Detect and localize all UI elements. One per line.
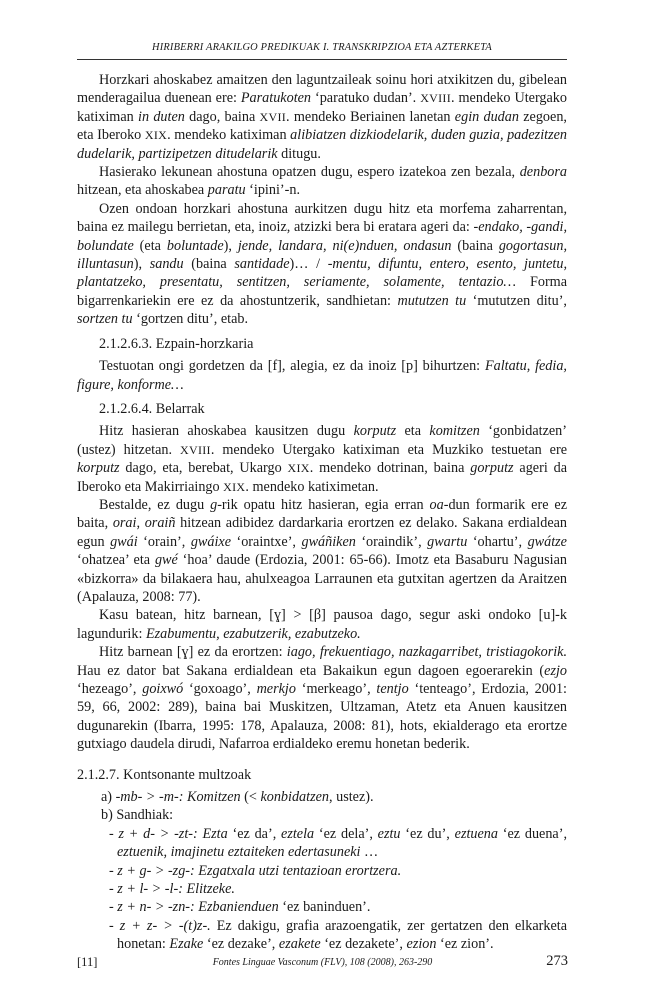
text: (baina xyxy=(183,256,235,273)
example-word: z + l- > -l-: Elitzeke. xyxy=(117,881,235,898)
example-word: paratu xyxy=(207,182,246,199)
text: ‘paratuko dudan’. xyxy=(311,90,421,107)
text: dago, baina xyxy=(184,108,260,125)
text: a) xyxy=(101,789,116,806)
example-word: Paratukoten xyxy=(240,90,312,107)
example-word: ezjo xyxy=(544,662,567,679)
sandhi-item-5 xyxy=(77,917,567,954)
footer-citation: Fontes Linguae Vasconum (FLV), 108 (2008), 263-290 xyxy=(212,957,433,968)
example-word: orai xyxy=(112,515,137,532)
century-numeral: XVIII xyxy=(180,442,211,457)
example-word: z + d- > -zt-: Ezta xyxy=(118,825,228,842)
text: Hau ez dator bat Sakana erdialdean eta Bakaikun egun dagoen egoerarekin ( xyxy=(77,662,545,679)
footer-bracket-number: [11] xyxy=(77,955,98,969)
text: ‘hoa’ daude (Erdozia, 2001: 65-66). Imotz eta Basaburu Nagusian «bizkorra» da bilakaera hau, ahulxeagoa Larraunen eta gutxitan agertzen da Araitzen (Apalauza, 2008: 77). xyxy=(77,552,567,605)
text: ‘ez dela’, xyxy=(314,825,378,842)
century-numeral: XVIII xyxy=(420,91,452,106)
example-word: tentjo xyxy=(376,681,409,697)
text: ‘mututzen ditu’, xyxy=(466,292,567,309)
text: Bestalde, ez dugu xyxy=(99,496,211,513)
section-heading-2-1-2-6-3: 2.1.2.6.3. Ezpain-horzkaria xyxy=(99,335,254,352)
text: (baina xyxy=(451,237,499,254)
text: ‘tenteago’, Erdozia, 2001: 59, 66, 2002: 289), baina bai Muskitzen, Ultzaman, Atetz eta Anuen kausitzen dugunarekin (Ibarra, 1995: 178, Apalauza, 2008: 81), hots, ekialderago eta erortze gutxiago daudela dirudi, Nafarroa erdialdeko eremu honetan bederik. xyxy=(77,681,567,753)
example-word: merkjo xyxy=(256,681,296,697)
example-word: gogortasun, illuntasun xyxy=(77,237,568,273)
example-word: eztu xyxy=(377,825,401,842)
example-word: iago, frekuentiago, nazkagarribet, tristiagokorik. xyxy=(286,644,567,661)
text: - xyxy=(109,899,118,916)
example-word: g xyxy=(210,496,218,513)
text: ‘ez da’, xyxy=(227,825,282,842)
example-word: gwátze xyxy=(527,533,567,550)
example-word: gwáñiken xyxy=(301,533,356,550)
section-heading-2-1-2-6-4: 2.1.2.6.4. Belarrak xyxy=(99,400,205,417)
text: ‘gortzen ditu’, etab. xyxy=(132,311,249,328)
example-word: ezion xyxy=(406,936,437,953)
text: ‘ez dezakete’, xyxy=(320,936,407,953)
text: ), xyxy=(223,237,238,254)
example-word: mututzen tu xyxy=(397,292,467,309)
text: Hitz barnean [ɣ] ez da erortzen: xyxy=(99,644,287,661)
text: ‘ez baninduen’. xyxy=(278,899,371,916)
sandhi-item-2 xyxy=(77,862,567,880)
text: ‘oraintxe’, xyxy=(231,533,302,550)
example-word: -endako, -gandi, bolundate xyxy=(77,219,567,254)
paragraph-6 xyxy=(77,496,567,606)
example-word: z + z- > -(t)z-. xyxy=(119,917,211,934)
text: ‘ez dezake’, xyxy=(203,936,279,953)
example-word: eztuenik, imajinetu eztaiteken edertasuneki xyxy=(117,844,361,861)
example-word: denbora xyxy=(519,164,567,181)
example-word: sortzen tu xyxy=(77,311,133,328)
text: Kasu batean, hitz barnean, [ɣ] > [β] pausoa dago, segur aski ondoko [u]-k lagundurik: xyxy=(77,607,567,642)
text: . mendeko Utergako katiximan eta Muzkiko testuetan ere xyxy=(210,441,568,458)
paragraph-5 xyxy=(77,422,567,496)
example-word: komitzen xyxy=(429,423,480,440)
example-word: santidade xyxy=(234,256,290,273)
example-word: gwáixe xyxy=(190,533,231,550)
text: Testuotan ongi gordetzen da [f], alegia, ez da inoiz [p] bihurtzen: xyxy=(99,358,485,375)
text: ‘ohatzea’ eta xyxy=(77,552,155,569)
text: zegoen, eta Iberoko xyxy=(77,108,567,144)
text: ditugu. xyxy=(277,145,321,162)
list-item-b: b) Sandhiak: xyxy=(101,807,174,824)
text: . mendeko dotrinan, baina xyxy=(309,460,471,477)
century-numeral: XIX xyxy=(287,461,310,476)
text: ‘ez duena’, xyxy=(497,825,567,842)
running-header: HIRIBERRI ARAKILGO PREDIKUAK I. TRANSKRIPZIOA ETA AZTERKETA xyxy=(152,42,492,53)
example-word: gwartu xyxy=(427,533,468,550)
paragraph-3 xyxy=(77,200,567,329)
text: ‘ipini’-n. xyxy=(245,182,300,199)
text: )… / xyxy=(289,256,328,273)
list-item-a xyxy=(77,788,567,806)
paragraph-1 xyxy=(77,71,567,163)
text: -rik opatu hitz hasieran, egia erran xyxy=(217,496,430,513)
example-word: sandu xyxy=(149,256,184,273)
text: -dun formarik ere ez baita, xyxy=(77,496,568,532)
text: - xyxy=(109,917,120,934)
text: … xyxy=(360,844,379,861)
text: - xyxy=(109,881,118,898)
example-word: korputz xyxy=(353,423,397,440)
example-word: boluntade xyxy=(166,237,224,254)
text: ‘ez du’, xyxy=(400,825,455,842)
example-word: gorputz xyxy=(470,460,514,477)
text: ageri da Iberoko eta Makirriaingo xyxy=(77,460,567,495)
paragraph-7 xyxy=(77,606,567,643)
example-word: oa xyxy=(429,496,444,513)
text: . mendeko katiximetan. xyxy=(245,478,379,495)
paragraph-4 xyxy=(77,357,567,394)
text: ‘orain’, xyxy=(137,533,191,550)
text: Forma bigarrenkariekin ere ez da ahostuntzerik, sandhietan: xyxy=(77,274,567,309)
sandhi-item-1 xyxy=(77,825,567,862)
example-word: ezakete xyxy=(278,936,321,953)
example-word: korputz xyxy=(77,460,120,477)
text: , ustez). xyxy=(329,789,374,806)
text: ‘oraindik’, xyxy=(355,533,428,550)
paragraph-2 xyxy=(77,163,567,200)
text: eta xyxy=(396,423,430,440)
text: ), xyxy=(133,256,150,273)
header-rule xyxy=(77,59,567,60)
example-word: z + n- > -zn-: Ezbanienduen xyxy=(117,899,279,916)
text: Ozen ondoan horzkari ahostuna aurkitzen dugu hitz eta morfema zaharrentan, baina ez mailegu berrietan, eta, inoiz, atzizki bera bi eratara ageri da: xyxy=(77,200,567,236)
example-word: -mentu, difuntu, entero, esento, juntetu, plantatzeko, presentatu, sentitzen, seriamente, solamente, tentazio… xyxy=(77,256,568,291)
text: Horzkari ahoskabez amaitzen den laguntzaileak soinu hori atxikitzen du, gibelean menderagailua duenean ere: xyxy=(77,72,567,107)
example-word: -mb- > -m-: Komitzen xyxy=(115,789,241,806)
text: Hitz hasieran ahoskabea kausitzen dugu xyxy=(99,423,354,440)
century-numeral: XVII xyxy=(259,109,287,124)
text: ‘gonbidatzen’ (ustez) hitzetan. xyxy=(77,423,567,458)
text: , xyxy=(136,515,145,532)
century-numeral: XIX xyxy=(144,128,168,143)
paragraph-8 xyxy=(77,643,567,753)
text: ‘hezeago’, xyxy=(77,681,143,697)
text: . mendeko Utergako katiximan xyxy=(77,90,567,125)
text: - xyxy=(109,825,119,842)
century-numeral: XIX xyxy=(223,479,246,494)
example-word: alibiatzen dizkiodelarik, duden guzia, padezitzen dudelarik, partizipetzen ditudelarik xyxy=(77,127,567,162)
example-word: z + g- > -zg-: Ezgatxala utzi tentazioan erortzera. xyxy=(117,862,402,879)
example-word: goixwó xyxy=(142,681,184,697)
text: - xyxy=(109,862,118,879)
text: hitzean adibidez dardarkaria erortzen ez delako. Sakana erdialdean egun xyxy=(77,515,568,550)
text: dago, eta, berebat, Ukargo xyxy=(119,460,288,477)
text: Ez dakigu, grafia arazoengatik, zer gertatzen den elkarketa honetan: xyxy=(117,917,567,953)
example-word: jende, landara, ni(e)nduen, ondasun xyxy=(237,237,452,254)
example-word: egin dudan xyxy=(454,108,519,125)
example-word: in duten xyxy=(138,108,185,125)
example-word: gwái xyxy=(110,533,138,550)
example-word: konbidatzen xyxy=(260,789,329,806)
example-word: Ezake xyxy=(169,936,204,953)
page-body xyxy=(77,71,567,954)
text: ‘goxoago’, xyxy=(183,681,257,697)
example-word: oraiñ xyxy=(144,515,176,532)
text: ‘ez zion’. xyxy=(436,936,494,953)
example-word: Faltatu, fedia, figure, konforme… xyxy=(77,358,567,393)
example-word: Ezabumentu, ezabutzerik, ezabutzeko. xyxy=(145,625,361,642)
text: . mendeko katiximan xyxy=(167,127,291,144)
section-heading-2-1-2-7: 2.1.2.7. Kontsonante multzoak xyxy=(77,766,252,783)
sandhi-item-3 xyxy=(77,880,567,898)
text: . mendeko Beriainen lanetan xyxy=(286,108,455,125)
text: hitzean, eta ahoskabea xyxy=(77,182,208,199)
text: (eta xyxy=(133,237,167,254)
example-word: gwé xyxy=(154,552,178,569)
text: ‘ohartu’, xyxy=(467,533,528,550)
text: Hasierako lekunean ahostuna opatzen dugu, espero izatekoa zen bezala, xyxy=(99,164,520,181)
text: (< xyxy=(240,789,261,806)
text: ‘merkeago’, xyxy=(295,681,377,697)
sandhi-item-4 xyxy=(77,898,567,916)
example-word: eztela xyxy=(281,825,315,842)
example-word: eztuena xyxy=(454,825,498,842)
page-number: 273 xyxy=(546,953,568,969)
